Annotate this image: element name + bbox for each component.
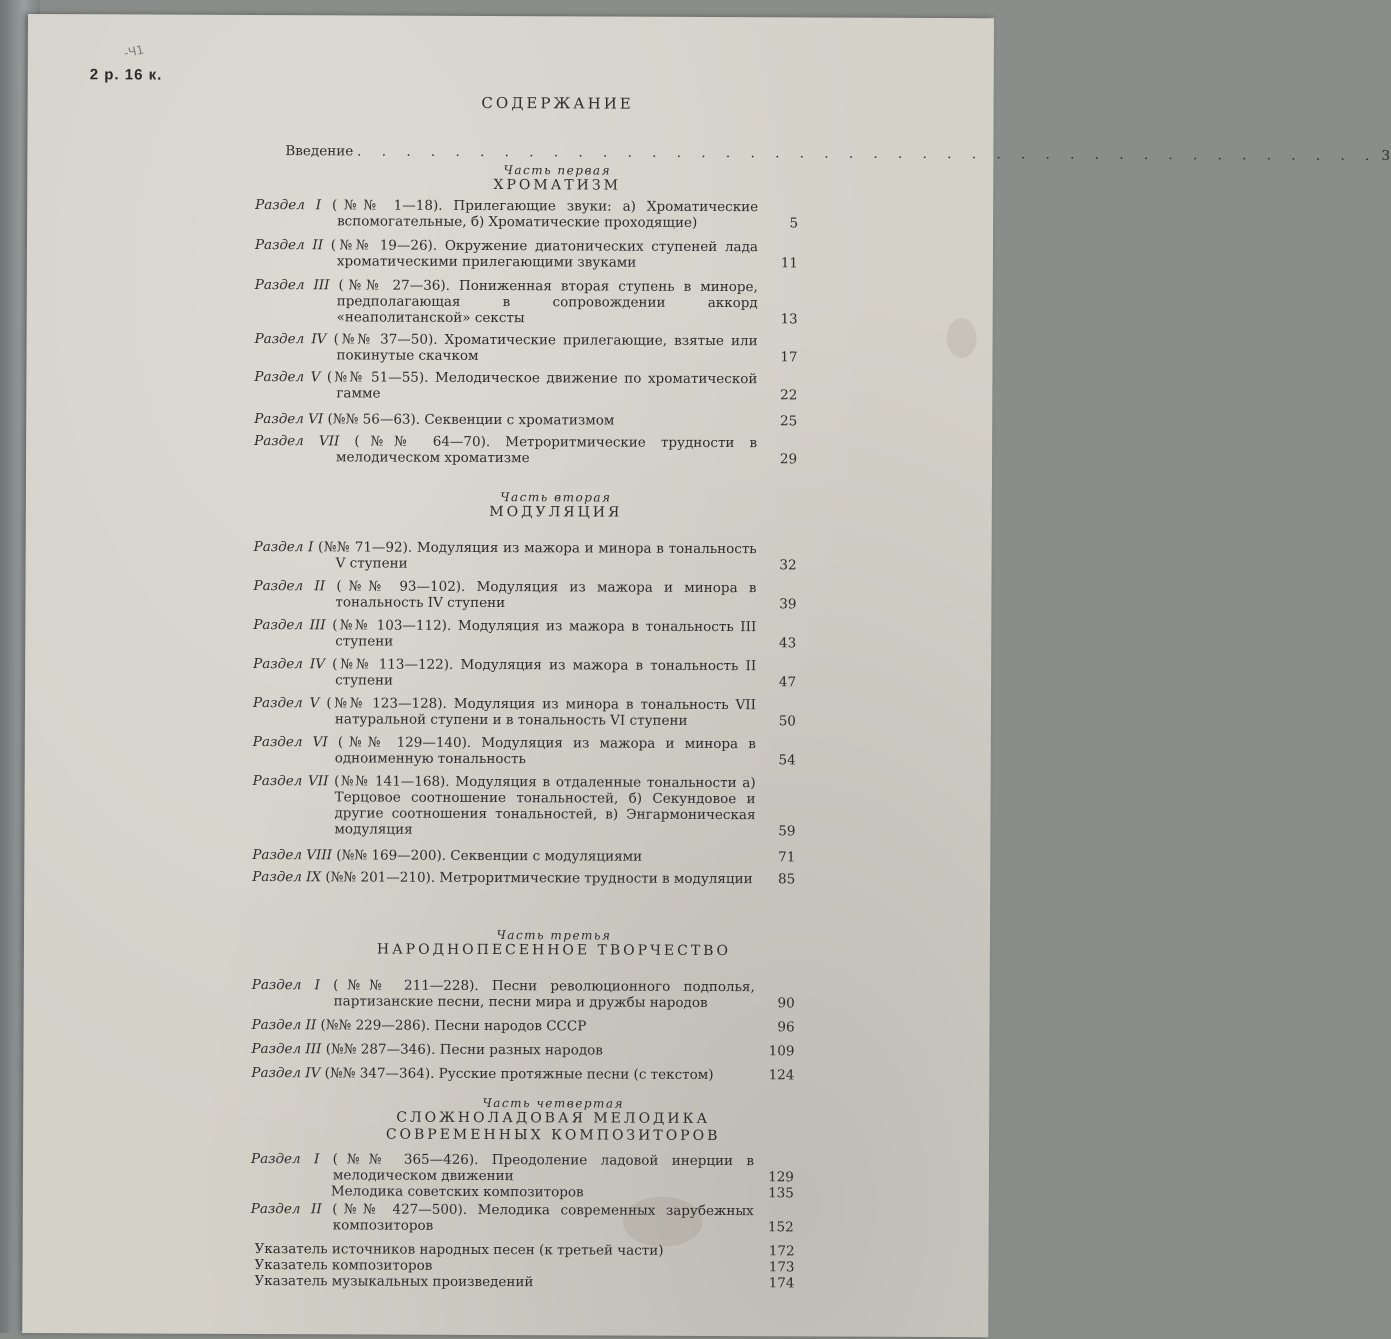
toc-entry: [255, 277, 798, 327]
entry-description: (№№ 71—92). Модуляция из мажора и минора в тональность V ступени: [318, 539, 757, 572]
toc-entry: [251, 1183, 794, 1201]
entry-page-number: 59: [778, 823, 796, 840]
part-heading-2: [26, 488, 1086, 524]
entry-page-number: 11: [780, 255, 798, 272]
toc-entry: [252, 773, 795, 839]
part-heading-4: [23, 1094, 1083, 1147]
entry-text: [254, 539, 757, 573]
section-label: Раздел VIII: [252, 846, 333, 864]
toc-entry: [252, 847, 795, 865]
index-text: Указатель композиторов: [254, 1257, 433, 1274]
entry-page-number: 13: [780, 311, 798, 328]
entry-text: [254, 411, 757, 429]
toc-entry: [251, 1065, 794, 1083]
index-page-number: 173: [768, 1259, 795, 1276]
entry-description: (№№ 211—228). Песни революционного подполья, партизанские песни, песни мира и дружбы народов: [333, 977, 755, 1011]
section-label: Раздел II: [253, 577, 326, 595]
entry-description: (№№ 51—55). Мелодическое движение по хроматической гамме: [326, 369, 758, 402]
entry-page-number: 109: [768, 1043, 795, 1060]
toc-entry: [254, 331, 797, 365]
index-page-number: 172: [768, 1243, 795, 1260]
entry-page-number: 29: [779, 451, 798, 468]
toc-entry: [255, 237, 798, 271]
entry-page-number: 5: [789, 215, 799, 232]
toc-entry: [254, 369, 797, 403]
part-label: Часть первая: [503, 163, 612, 178]
entry-description: (№№ 1—18). Прилегающие звуки: а) Хроматические вспомогательные, б) Хроматические проходящие): [331, 197, 759, 231]
section-label: Раздел V: [254, 368, 321, 386]
pencil-mark: -Ч1: [122, 42, 146, 61]
entry-description: (№№ 93—102). Модуляция из мажора и минора в тональность IV ступени: [335, 578, 757, 612]
entry-page-number: 32: [779, 557, 797, 574]
part-heading-3: [24, 926, 1084, 962]
entry-description: (№№ 287—346). Песни разных народов: [325, 1041, 603, 1059]
entry-description: (№№ 201—210). Метроритмические трудности в модуляции: [325, 869, 753, 888]
entry-text: [253, 734, 756, 768]
toc-entry: [254, 411, 797, 429]
entry-text: [252, 869, 755, 887]
section-label: Раздел II: [251, 1016, 317, 1034]
part-title: НАРОДНОПЕСЕННОЕ ТВОРЧЕСТВО: [376, 941, 731, 960]
entry-description: (№№ 427—500). Мелодика современных зарубежных композиторов: [332, 1201, 754, 1234]
index-page-number: 174: [768, 1275, 795, 1292]
entry-description: (№№ 56—63). Секвенции с хроматизмом: [327, 411, 615, 429]
section-label: Раздел VI: [252, 733, 328, 751]
index-text: Указатель музыкальных произведений: [254, 1273, 534, 1291]
index-text: Указатель источников народных песен (к третьей части): [254, 1241, 664, 1259]
section-label: Раздел III: [254, 276, 330, 294]
index-entry: [254, 1273, 794, 1291]
toc-introduction: [285, 143, 1391, 164]
book-page: [22, 14, 1391, 1337]
section-label: Раздел VI: [254, 410, 324, 428]
entry-text: [251, 1151, 754, 1185]
part-label: Часть третья: [496, 928, 612, 943]
entry-page-number: 47: [778, 674, 797, 691]
entry-text: [252, 773, 755, 839]
entry-page-number: 71: [778, 849, 796, 866]
entry-text: [254, 331, 757, 365]
entry-page-number: 54: [778, 752, 796, 769]
entry-description: (№№ 141—168). Модуляция в отдаленные тональности а) Терцовое соотношение тональностей, б) Секундовое и другие соотношения тональностей, в) Энгармоническая модуляция: [334, 773, 756, 838]
entry-text: [253, 695, 756, 729]
entry-text: [251, 1183, 754, 1201]
entry-description: (№№ 347—364). Русские протяжные песни (с текстом): [324, 1065, 714, 1084]
entry-page-number: 17: [780, 349, 798, 366]
toc-entry: [253, 656, 796, 690]
part-title-line-2: СОВРЕМЕННЫХ КОМПОЗИТОРОВ: [385, 1126, 721, 1145]
entry-text: [252, 977, 755, 1011]
entry-text: [251, 1065, 754, 1083]
section-label: Раздел VII: [252, 772, 329, 790]
toc-entry: [252, 869, 795, 887]
entry-text: [252, 847, 755, 865]
section-label: Раздел I: [253, 538, 314, 556]
section-label: Раздел I: [250, 1150, 320, 1168]
section-label: Раздел I: [251, 976, 321, 994]
part-heading-1: [27, 161, 1087, 197]
entry-text: [251, 1041, 754, 1059]
toc-entry: [252, 977, 795, 1011]
toc-entry: [255, 197, 798, 231]
toc-entry: [254, 539, 797, 573]
section-label: Раздел III: [253, 616, 326, 634]
toc-entry: [253, 578, 796, 612]
introduction-label: Введение: [285, 143, 354, 160]
entry-description: (№№ 365—426). Преодоление ладовой инерции в мелодическом движении: [332, 1151, 755, 1185]
section-label: Раздел IV: [253, 655, 326, 673]
entry-text: [255, 197, 758, 231]
entry-description: (№№ 123—128). Модуляция из минора в тональность VII натуральной ступени и в тональность VI ступени: [326, 695, 757, 729]
introduction-page: 3: [1381, 147, 1391, 164]
entry-text: [255, 237, 758, 271]
section-label: Раздел VII: [254, 432, 340, 450]
part-label: Часть вторая: [500, 490, 612, 505]
section-label: Раздел V: [252, 694, 320, 712]
part-title: ХРОМАТИЗМ: [493, 177, 621, 194]
part-title: СЛОЖНОЛАДОВАЯ МЕЛОДИКА: [396, 1109, 711, 1127]
section-label: Раздел II: [250, 1200, 322, 1218]
toc-entry: [252, 1017, 795, 1035]
entry-text: [253, 578, 756, 612]
entry-text: [251, 1201, 754, 1235]
entry-page-number: 85: [778, 871, 796, 888]
section-label: Раздел IV: [254, 330, 327, 348]
dot-leader: . . . . . . . . . . . . . . . . . . . . . . . . . . . . . . . . . . . . . . . . . .: [357, 143, 1378, 164]
entry-description: (№№ 64—70). Метроритмические трудности в мелодическом хроматизме: [336, 433, 758, 467]
entry-description: (№№ 19—26). Окружение диатонических ступеней лада хроматическими прилегающими звуками: [330, 237, 759, 271]
entry-page-number: 25: [780, 413, 798, 430]
entry-description: Мелодика советских композиторов: [330, 1183, 584, 1201]
section-label: Раздел III: [251, 1040, 322, 1058]
toc-entry: [251, 1151, 794, 1185]
toc-entry: [253, 617, 796, 651]
entry-page-number: 129: [768, 1169, 794, 1186]
section-label: Раздел IV: [251, 1064, 321, 1082]
entry-page-number: 22: [780, 387, 798, 404]
entry-page-number: 124: [768, 1067, 795, 1084]
entry-page-number: 39: [779, 596, 797, 613]
stain: [947, 318, 977, 358]
entry-description: (№№ 169—200). Секвенции с модуляциями: [336, 847, 643, 865]
entry-page-number: 152: [767, 1219, 794, 1236]
section-label: Раздел II: [254, 236, 324, 254]
entry-text: [252, 1017, 755, 1035]
entry-description: (№№ 27—36). Пониженная вторая ступень в миноре, предполагающая в сопровождении аккорд «неаполитанской» сексты: [336, 277, 758, 327]
section-label: Раздел IX: [252, 868, 322, 886]
part-label: Часть четвертая: [482, 1095, 625, 1111]
entry-description: (№№ 229—286). Песни народов СССР: [320, 1017, 587, 1035]
entry-text: [254, 433, 757, 467]
entry-page-number: 43: [779, 635, 797, 652]
entry-description: (№№ 37—50). Хроматические прилегающие, взятые или покинутые скачком: [333, 331, 758, 364]
entry-page-number: 90: [777, 995, 795, 1012]
entry-text: [254, 369, 757, 403]
toc-entry: [253, 734, 796, 768]
section-label: Раздел I: [255, 196, 322, 214]
entry-description: (№№ 129—140). Модуляция из мажора и минора в одноименную тональность: [334, 734, 756, 768]
toc-entry: [253, 695, 796, 729]
entry-page-number: 50: [778, 713, 796, 730]
part-title: МОДУЛЯЦИЯ: [489, 504, 623, 521]
toc-entry: [251, 1041, 794, 1059]
toc-entry: [254, 433, 797, 467]
entry-text: [253, 656, 756, 690]
page-title: СОДЕРЖАНИЕ: [481, 93, 634, 113]
entry-text: [253, 617, 756, 651]
entry-description: (№№ 113—122). Модуляция из мажора в тональность II ступени: [332, 656, 757, 689]
entry-description: (№№ 103—112). Модуляция из мажора в тональность III ступени: [332, 617, 757, 650]
price-stamp: 2 р. 16 к.: [89, 66, 163, 84]
entry-page-number: 96: [777, 1019, 795, 1036]
entry-page-number: 135: [768, 1185, 794, 1202]
toc-entry: [251, 1201, 794, 1235]
entry-text: [255, 277, 758, 327]
